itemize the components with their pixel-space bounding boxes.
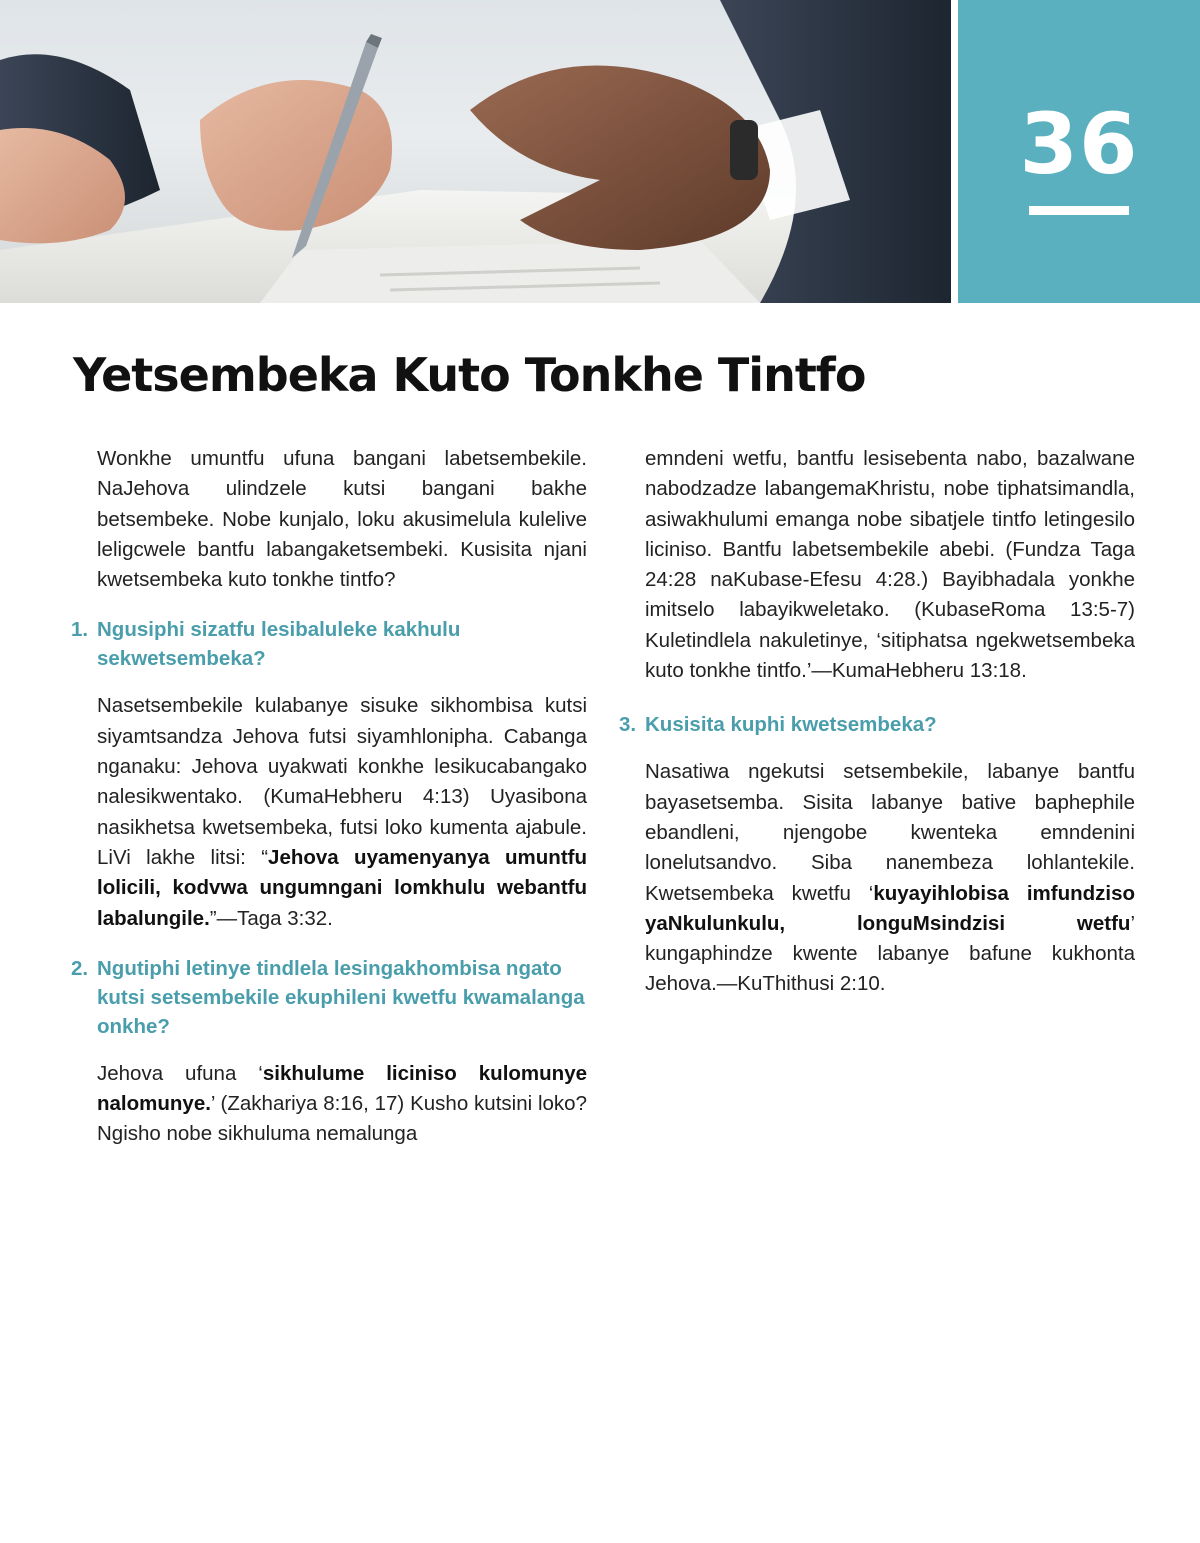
section-1-text-b: ”—Taga 3:32. xyxy=(209,906,333,930)
section-3-text-a: Nasatiwa ngekutsi setsembekile, labanye bantfu bayasetsemba. Sisita labanye bative baphephile ebandleni, njengobe kwenteka emndenini lonelutsandvo. Siba nanembeza lohlantekile. Kwetsembeka kwetfu ‘ xyxy=(645,760,1135,905)
column-right xyxy=(619,444,1135,1020)
section-3-text-b: ’ kungaphindze kwente labanye bafune kukhonta Jehova.—KuThithusi 2:10. xyxy=(645,911,1135,996)
section-1-question-text: Ngusiphi sizatfu lesibaluleke kakhulu sekwetsembeka? xyxy=(97,618,461,671)
section-2-text-a: Jehova ufuna ‘ xyxy=(97,1061,263,1085)
section-1-number: 1. xyxy=(71,618,89,642)
section-3-question-text: Kusisita kuphi kwetsembeka? xyxy=(645,713,937,737)
section-1-text-a: Nasetsembekile kulabanye sisuke sikhombisa kutsi siyamtsandza Jehova futsi siyamhlonipha. Cabanga nganaku: Jehova uyakwati konkhe lesikucabangako nalesikwentako. (KumaHebheru 4:13) Uyasibona nasikhetsa kwetsembeka, futsi loko kumenta ajabule. LiVi lakhe litsi: “ xyxy=(97,694,587,869)
section-1-bold-quote: Jehova uyamenyanya umuntfu lolicili, kodvwa ungumngani lomkhulu webantfu labalungile. xyxy=(97,845,587,930)
lesson-number-underline xyxy=(1029,206,1129,215)
column-left xyxy=(71,444,587,1170)
lesson-number-badge xyxy=(958,0,1200,303)
section-2-question-text: Ngutiphi letinye tindlela lesingakhombisa ngato kutsi setsembekile ekuphileni kwetfu kwamalanga onkhe? xyxy=(97,956,585,1038)
section-3-number: 3. xyxy=(619,713,637,737)
lesson-number: 36 xyxy=(1019,95,1139,193)
section-3-paragraph xyxy=(645,757,1135,999)
section-2-paragraph xyxy=(97,1059,587,1150)
section-2-continuation: emndeni wetfu, bantfu lesisebenta nabo, bazalwane nabodzadze labangemaKhristu, nobe tiphatsimandla, asiwakhulumi emanga nobe sibatjele tintfo letingesilo liciniso. Bantfu labetsembekile abebi. (Fundza Taga 24:28 naKubase-Efesu 4:28.) Bayibhadala yonkhe imitselo labayikweletako. (KubaseRoma 13:5-7) Kuletindlela nakuletinye, ‘sitiphatsa ngekwetsembeka kuto tonkhe tintfo.’—KumaHebheru 13:18. xyxy=(645,447,1135,683)
section-2-number: 2. xyxy=(71,956,89,980)
section-2-text-b: ’ (Zakhariya 8:16, 17) Kusho kutsini loko? Ngisho nobe sikhuluma nemalunga xyxy=(97,1092,587,1146)
section-3-bold-quote: kuyayihlobisa imfundziso yaNkulunkulu, longuMsindzisi wetfu xyxy=(645,881,1135,935)
section-1-question xyxy=(71,615,587,673)
section-2-question xyxy=(71,954,587,1041)
section-3-question xyxy=(619,710,1135,739)
section-2-bold-quote: sikhulume liciniso kulomunye nalomunye. xyxy=(97,1061,587,1116)
intro-paragraph: Wonkhe umuntfu ufuna bangani labetsembekile. NaJehova ulindzele kutsi bangani bakhe betsembeke. Nobe kunjalo, loku akusimelula kulelive leligcwele bantfu labangaketsembeki. Kusisita njani kwetsembeka kuto tonkhe tintfo? xyxy=(97,447,587,592)
page-title: Yetsembeka Kuto Tonkhe Tintfo xyxy=(73,348,866,402)
hero-photo xyxy=(0,0,951,303)
section-1-paragraph xyxy=(97,691,587,933)
handshake-signing-illustration xyxy=(0,0,951,303)
